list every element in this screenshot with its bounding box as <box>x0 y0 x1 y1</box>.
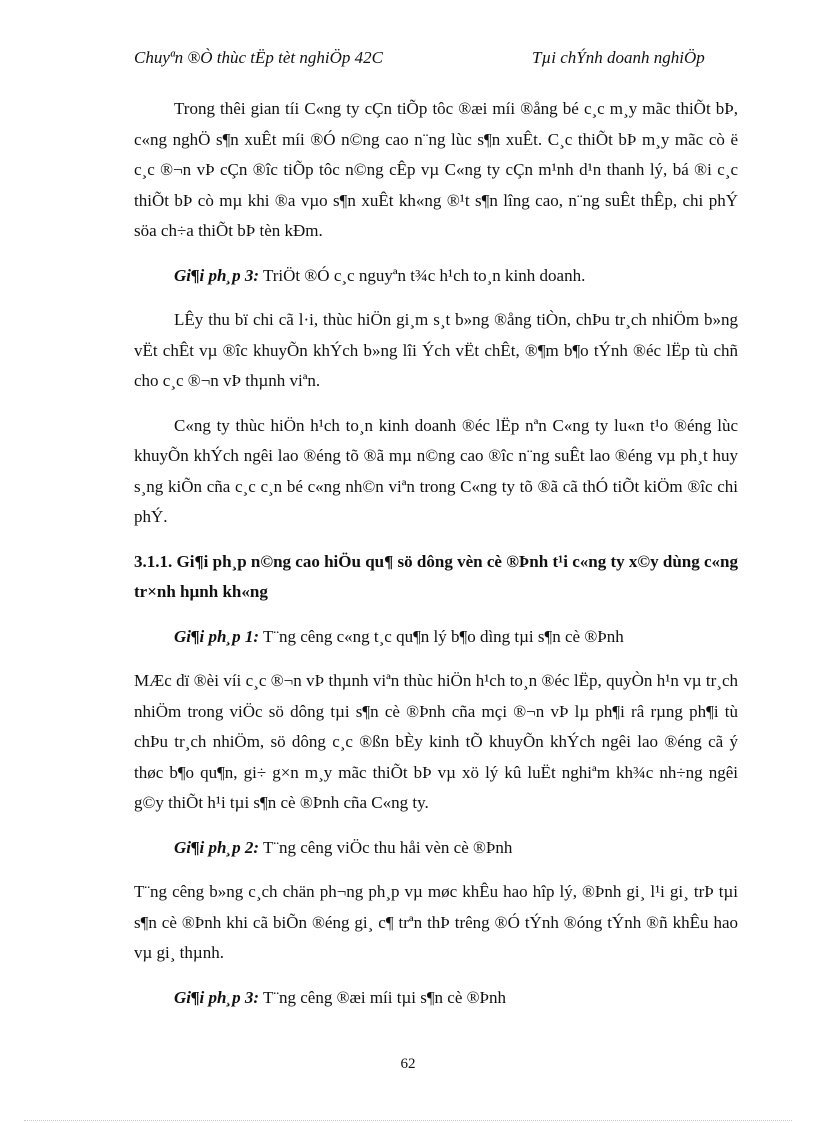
header-subject: Tµi chÝnh doanh nghiÖp <box>532 48 705 67</box>
solution-3-label: Gi¶i ph¸p 3: <box>174 265 259 285</box>
page-number: 62 <box>400 1056 416 1072</box>
solution-3-text: TriÖt ®Ó c¸c nguyªn t¾c h¹ch to¸n kinh doanh. <box>262 265 586 285</box>
paragraph-profit-principle: LÊy thu bï chi cã l·i, thùc hiÖn gi¸m s¸t b»ng ®ång tiÒn, chÞu tr¸ch nhiÖm b»ng vËt chÊt vµ ®îc khuyÕn khÝch b»ng lîi Ých vËt chÊt, ®¶m b¶o tÝnh ®éc lËp tù chñ cho c¸c ®¬n vÞ thµnh viªn. <box>134 310 738 390</box>
solution-3-heading <box>134 261 738 292</box>
paragraph-equipment-renewal: Trong thêi gian tíi C«ng ty cÇn tiÕp tôc ®æi míi ®ång bé c¸c m¸y mãc thiÕt bÞ, c«ng nghÖ s¶n xuÊt míi ®Ó n©ng cao n¨ng lùc s¶n xuÊt. C¸c thiÕt bÞ m¸y mãc cò ë c¸c ®¬n vÞ cÇn ®îc tiÕp tôc n©ng cÊp vµ C«ng ty cÇn m¹nh d¹n thanh lý, bá ®i c¸c thiÕt bÞ cò mµ khi ®a vµo s¶n xuÊt kh«ng ®¹t s¶n lîng cao, n¨ng suÊt thÊp, chi phÝ söa ch÷a thiÕt bÞ tèn kÐm. <box>134 99 738 240</box>
page-bottom-rule <box>24 1120 792 1121</box>
paragraph-independent-accounting: C«ng ty thùc hiÖn h¹ch to¸n kinh doanh ®éc lËp nªn C«ng ty lu«n t¹o ®éng lùc khuyÕn khÝch ngêi lao ®éng tõ ®ã mµ n©ng cao ®îc n¨ng suÊt lao ®éng vµ ph¸t huy s¸ng kiÕn cña c¸c c¸n bé c«ng nh©n viªn trong C«ng ty tõ ®ã cã thÓ tiÕt kiÖm ®îc chi phÝ. <box>134 415 738 526</box>
solution-2-label: Gi¶i ph¸p 2: <box>174 837 259 857</box>
body-text <box>134 94 738 1027</box>
solution-1-heading <box>134 622 738 653</box>
solution-1-label: Gi¶i ph¸p 1: <box>174 626 259 646</box>
solution-2-heading <box>134 833 738 864</box>
paragraph-asset-management: MÆc dï ®èi víi c¸c ®¬n vÞ thµnh viªn thùc hiÖn h¹ch to¸n ®éc lËp, quyÒn h¹n vµ tr¸ch nhiÖm trong viÖc sö dông tµi s¶n cè ®Þnh cña mçi ®¬n vÞ lµ ph¶i râ rµng ph¶i tù chÞu tr¸ch nhiÖm, sö dông c¸c ®ßn bÈy kinh tÕ khuyÕn khÝch ngêi lao ®éng cã ý thøc b¶o qu¶n, gi÷ g×n m¸y mãc thiÕt bÞ vµ xö lý kû luËt nghiªm kh¾c nh÷ng ngêi g©y thiÕt h¹i tµi s¶n cè ®Þnh cña C«ng ty. <box>134 671 738 812</box>
header-report-title: Chuyªn ®Ò thùc tËp tèt nghiÖp 42C <box>134 48 383 67</box>
solution-3b-label: Gi¶i ph¸p 3: <box>174 987 259 1007</box>
solution-2-text: T¨ng cêng viÖc thu håi vèn cè ®Þnh <box>262 837 513 857</box>
solution-1-text: T¨ng cêng c«ng t¸c qu¶n lý b¶o dìng tµi s¶n cè ®Þnh <box>262 626 624 646</box>
paragraph-depreciation: T¨ng cêng b»ng c¸ch chän ph¬ng ph¸p vµ møc khÊu hao hîp lý, ®Þnh gi¸ l¹i gi¸ trÞ tµi s¶n cè ®Þnh khi cã biÕn ®éng gi¸ c¶ trªn thÞ trêng ®Ó tÝnh ®óng tÝnh ®ñ khÊu hao vµ gi¸ thµnh. <box>134 882 738 962</box>
solution-3b-heading <box>134 983 738 1014</box>
solution-3b-text: T¨ng cêng ®æi míi tµi s¶n cè ®Þnh <box>262 987 507 1007</box>
section-heading-3-1-1: 3.1.1. Gi¶i ph¸p n©ng cao hiÖu qu¶ sö dông vèn cè ®Þnh t¹i c«ng ty x©y dùng c«ng tr×nh hµnh kh«ng <box>134 551 738 601</box>
